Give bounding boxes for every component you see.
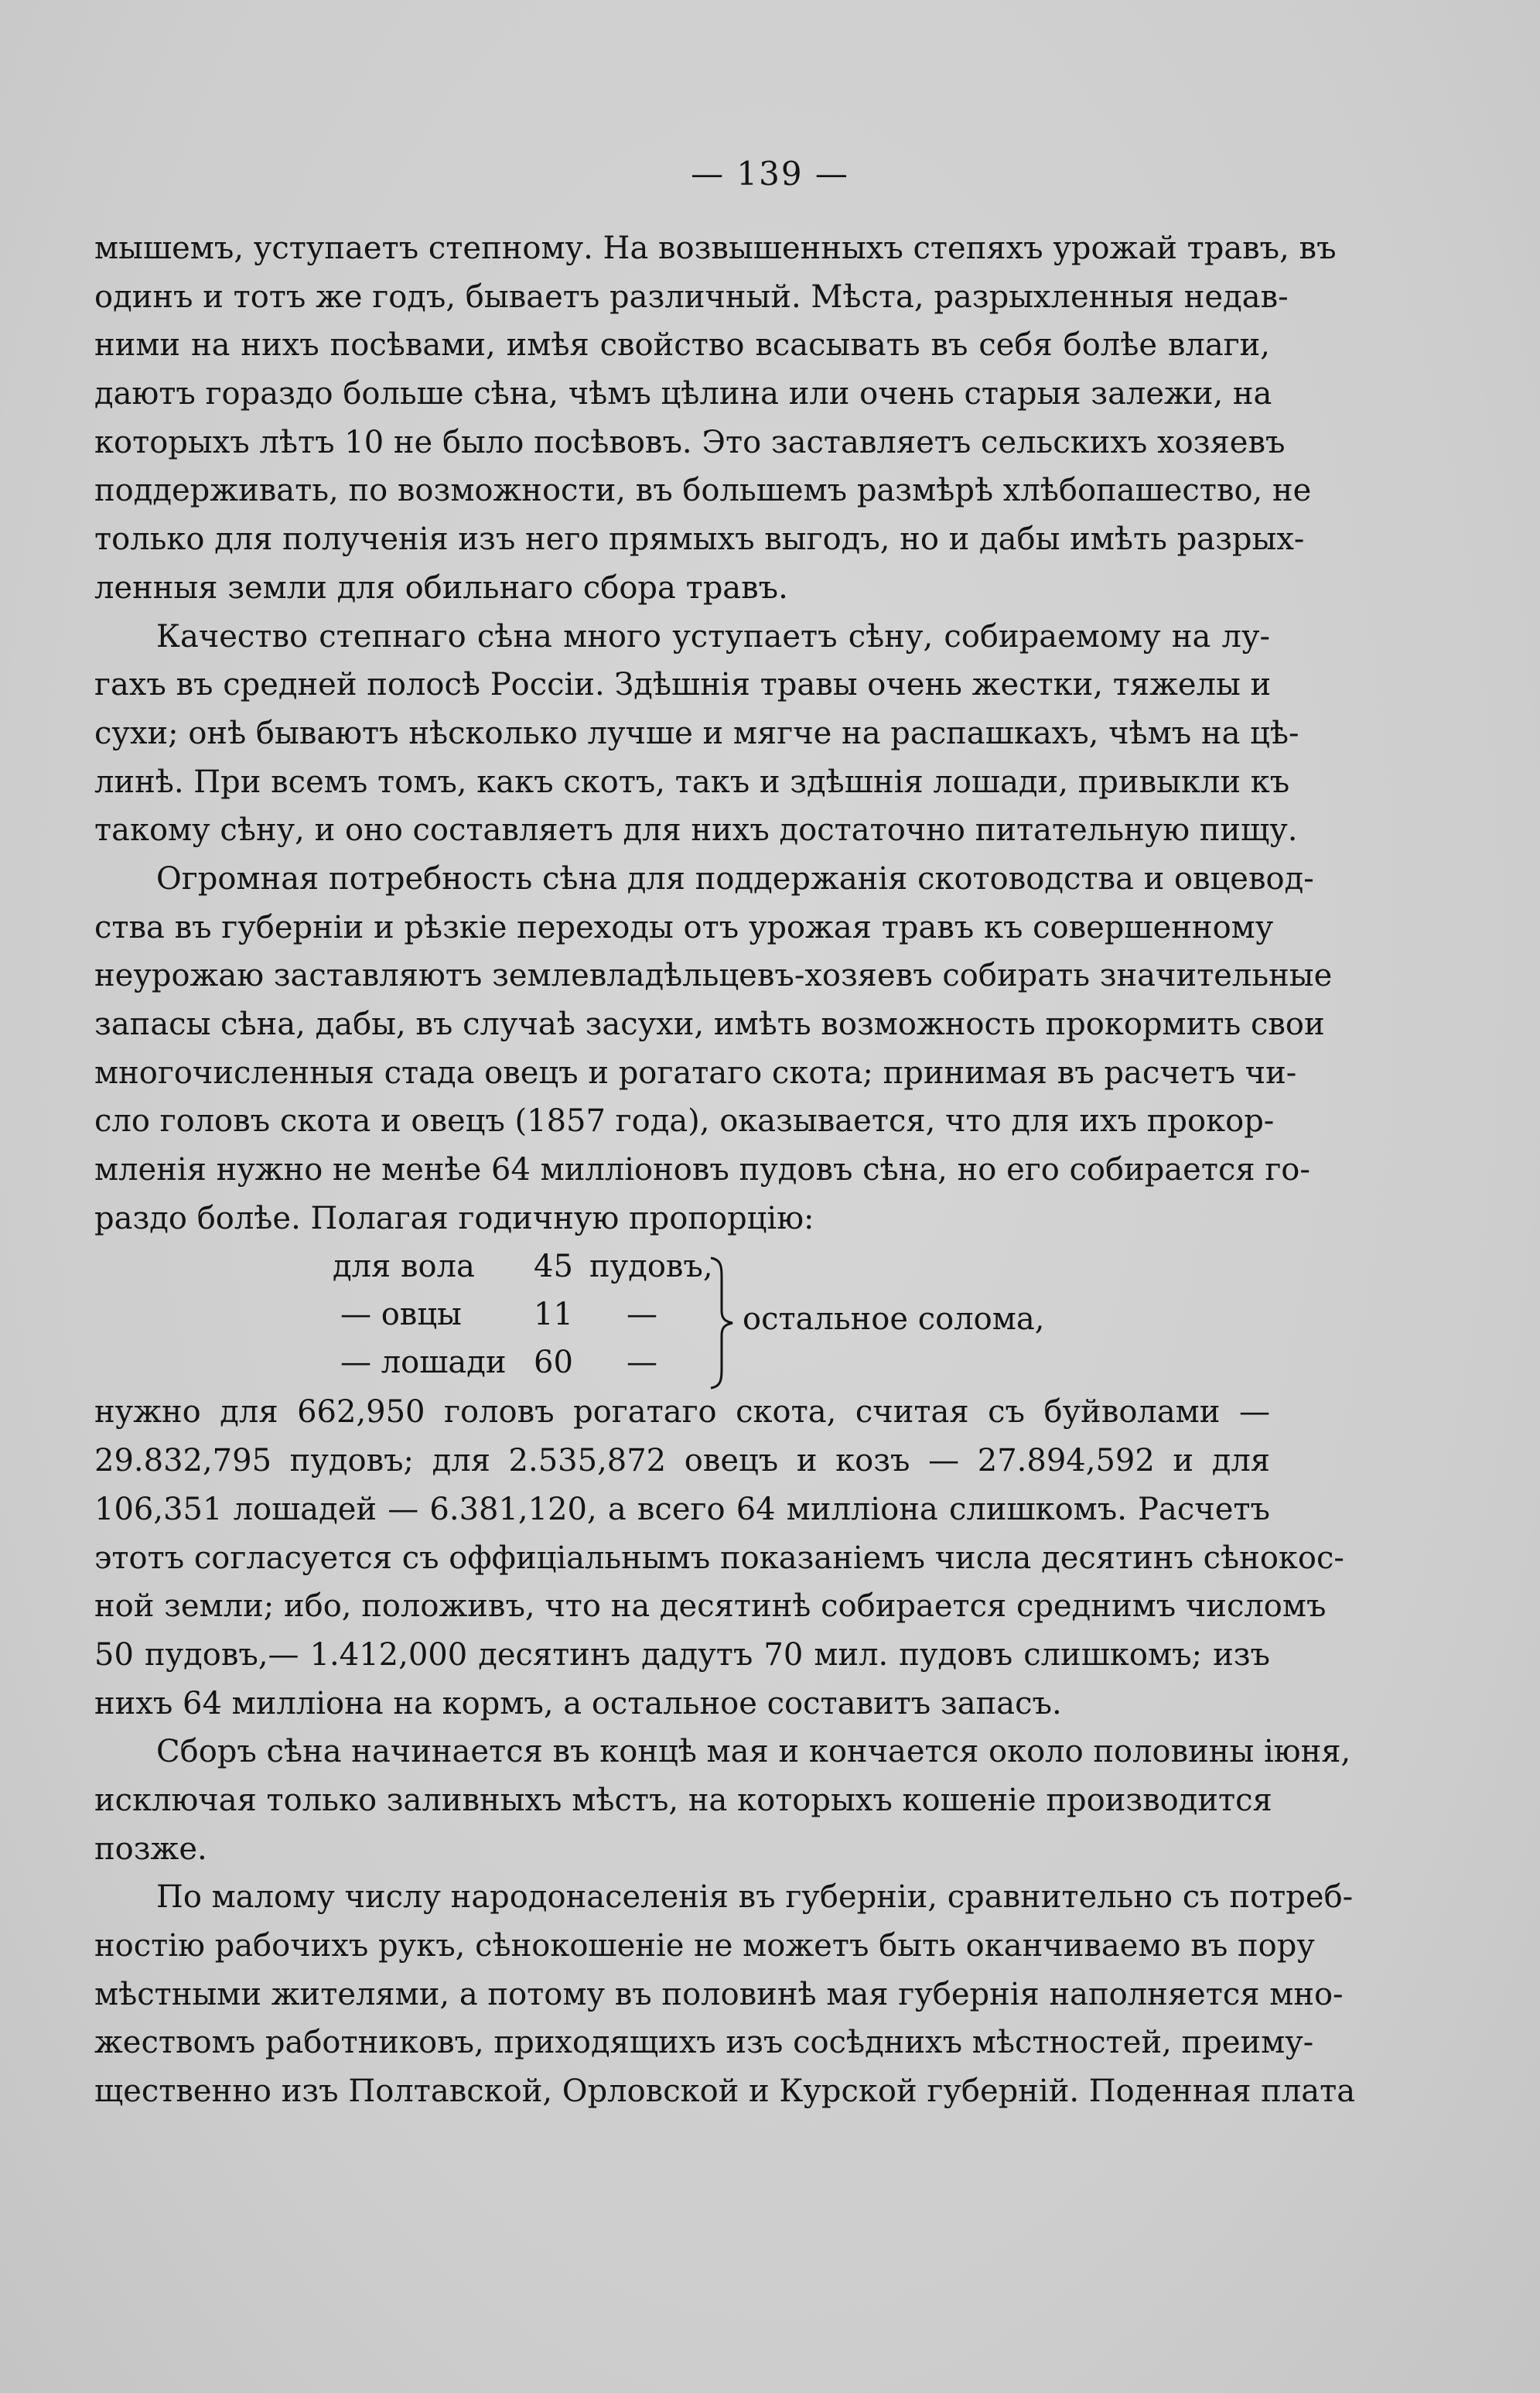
text-line: ними на нихъ посѣвами, имѣя свойство всасывать въ себя болѣе влаги, <box>94 327 1270 364</box>
text-line: нихъ 64 милліона на кормъ, а остальное составитъ запасъ. <box>94 1685 1062 1721</box>
text-line: Сборъ сѣна начинается въ концѣ мая и кончается около половины іюня, <box>156 1734 1351 1770</box>
unit: — <box>627 1345 657 1381</box>
text-line: мѣстными жителями, а потому въ половинѣ мая губернія наполняется мно- <box>94 1976 1344 2012</box>
paragraph-5 <box>94 1728 1351 1873</box>
animal: — овцы <box>340 1297 462 1333</box>
text-line: щественно изъ Полтавской, Орловской и Курской губерній. Поденная плата <box>94 2073 1356 2110</box>
text-line: которыхъ лѣтъ 10 не было посѣвовъ. Это заставляетъ сельскихъ хозяевъ <box>94 424 1286 460</box>
text-line: сло головъ скота и овецъ (1857 года), оказывается, что для ихъ прокор- <box>94 1103 1275 1140</box>
paragraph-4 <box>94 1388 1344 1728</box>
text-line: такому сѣну, и оно составляетъ для нихъ достаточно питательную пищу. <box>94 812 1298 849</box>
text-line: жествомъ работниковъ, приходящихъ изъ сосѣднихъ мѣстностей, преиму- <box>94 2025 1314 2061</box>
text-line: ленныя земли для обильнаго сбора травъ. <box>94 569 788 606</box>
unit: — <box>627 1297 657 1333</box>
paragraph-1 <box>94 224 1337 613</box>
remainder-note: остальное солома, <box>743 1301 1045 1338</box>
hay-proportion-table <box>94 1243 1270 1388</box>
text-line: одинъ и тотъ же годъ, бываетъ различный. Мѣста, разрыхленныя недав- <box>94 279 1289 315</box>
text-line: мленія нужно не менѣе 64 милліоновъ пудовъ сѣна, но его собирается го- <box>94 1152 1310 1188</box>
text-line: Качество степнаго сѣна много уступаетъ сѣну, собираемому на лу- <box>156 618 1270 655</box>
paragraph-6 <box>94 1873 1356 2115</box>
right-brace-icon <box>708 1256 739 1390</box>
page-body <box>94 224 1356 2116</box>
text-line: Огромная потребность сѣна для поддержанія скотоводства и овцевод- <box>156 860 1314 897</box>
text-line: запасы сѣна, дабы, въ случаѣ засухи, имѣть возможность прокормить свои <box>94 1007 1325 1042</box>
text-line: неурожаю заставляютъ землевладѣльцевъ-хозяевъ собирать значительные <box>94 958 1333 994</box>
text-line: поддерживать, по возможности, въ большемъ размѣрѣ хлѣбопашество, не <box>94 473 1312 509</box>
text-line: мышемъ, уступаетъ степному. На возвышенныхъ степяхъ урожай травъ, въ <box>94 231 1337 266</box>
paragraph-2 <box>94 613 1299 855</box>
text-line: По малому числу народонаселенія въ губерніи, сравнительно съ потреб- <box>156 1879 1354 1916</box>
page-number: — 139 — <box>691 155 849 193</box>
text-line: многочисленныя стада овецъ и рогатаго скота; принимая въ расчетъ чи- <box>94 1055 1297 1091</box>
amount: 11 <box>534 1297 573 1333</box>
text-line: позже. <box>94 1831 207 1867</box>
text-line: сухи; онѣ бываютъ нѣсколько лучше и мягче на распашкахъ, чѣмъ на цѣ- <box>94 715 1299 751</box>
text-line: 50 пудовъ,— 1.412,000 десятинъ дадутъ 70 мил. пудовъ слишкомъ; изъ <box>94 1636 1270 1673</box>
text-line: исключая только заливныхъ мѣстъ, на которыхъ кошеніе производится <box>94 1782 1272 1818</box>
amount: 45 <box>534 1249 573 1285</box>
text-line: ностію рабочихъ рукъ, сѣнокошеніе не можетъ быть оканчиваемо въ пору <box>94 1928 1315 1964</box>
animal: для вола <box>333 1249 475 1285</box>
text-line: гахъ въ средней полосѣ Россіи. Здѣшнія травы очень жестки, тяжелы и <box>94 667 1272 703</box>
text-line: только для полученія изъ него прямыхъ выгодъ, но и дабы имѣть разрых- <box>94 521 1305 558</box>
text-line: даютъ гораздо больше сѣна, чѣмъ цѣлина или очень старыя залежи, на <box>94 376 1272 412</box>
text-line: ства въ губерніи и рѣзкіе переходы отъ урожая травъ къ совершенному <box>94 909 1274 945</box>
text-line: линѣ. При всемъ томъ, какъ скотъ, такъ и здѣшнія лошади, привыкли къ <box>94 764 1290 800</box>
animal: — лошади <box>340 1345 507 1381</box>
text-line: этотъ согласуется съ оффиціальнымъ показаніемъ числа десятинъ сѣнокос- <box>94 1540 1344 1576</box>
unit: пудовъ, <box>589 1249 713 1285</box>
text-line: 106,351 лошадей — 6.381,120, а всего 64 милліона слишкомъ. Расчетъ <box>94 1491 1270 1527</box>
text-line: ной земли; ибо, положивъ, что на десятинѣ собирается среднимъ числомъ <box>94 1588 1327 1625</box>
paragraph-3 <box>94 855 1333 1243</box>
text-line: нужно для 662,950 головъ рогатаго скота, считая съ буйволами — <box>94 1394 1270 1431</box>
text-line: раздо болѣе. Полагая годичную пропорцію: <box>94 1200 814 1236</box>
amount: 60 <box>534 1345 573 1381</box>
text-line: 29.832,795 пудовъ; для 2.535,872 овецъ и козъ — 27.894,592 и для <box>94 1443 1270 1479</box>
